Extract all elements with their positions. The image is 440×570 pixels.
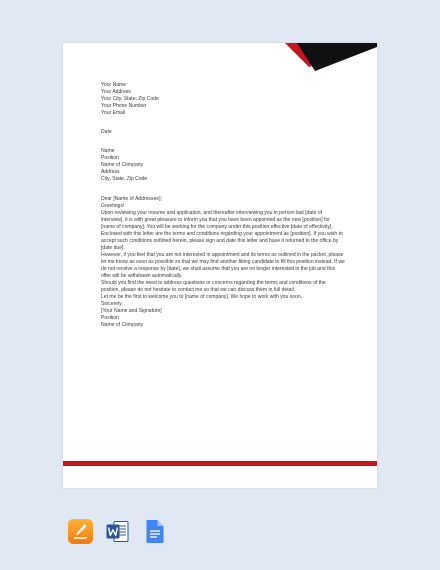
- signature-name: [Your Name and Signature]: [101, 308, 162, 315]
- body-paragraph-3: However, if you feel that you are not interested in appointment and its terms as outlined in the packet, please let me know as soon as possible so that we may find another fitting candidate to fill this position instead. If we do not receive a response by [date], we shall assume that you are no longer interested in the job and this offer will be withdrawn automatically.: [101, 251, 345, 280]
- body-paragraph-5: Let me be the first to welcome you to [name of company]. We hope to work with you soon.: [101, 294, 303, 301]
- recipient-block: [101, 148, 345, 183]
- sender-address: Your Address: [101, 89, 131, 96]
- pages-app-icon[interactable]: [68, 519, 93, 544]
- recipient-city: City, State, Zip Code: [101, 176, 148, 183]
- body-paragraph-4: Should you find the need to address questions or concerns regarding the terms and conditions of the position, please do not hesitate to contact me so that we can discuss them in full detail.: [101, 280, 326, 294]
- corner-decoration: [277, 43, 377, 73]
- letter-date: Date: [101, 129, 112, 136]
- signature-company: Name of Company: [101, 322, 144, 329]
- sender-block: [101, 82, 345, 117]
- signature-position: Position: [101, 315, 119, 322]
- sender-name: Your Name: [101, 82, 127, 88]
- word-app-icon[interactable]: [105, 519, 130, 544]
- google-docs-icon[interactable]: [142, 519, 167, 544]
- closing: Sincerely,: [101, 301, 123, 308]
- greeting: Greetings!: [101, 202, 125, 209]
- salutation: Dear [Name of Addressee];: [101, 195, 162, 202]
- letter-page: [63, 43, 377, 488]
- recipient-company: Name of Company: [101, 162, 144, 169]
- body-paragraph-1: Upon reviewing your resume and application, and thereafter interviewing you in person last [date of interview], it is with great pleasure to inform you that you have been appointed as the new [position] for [name of company]. You will be working for the company under this position effective [date of effectivity].: [101, 209, 333, 230]
- date-block: [101, 129, 345, 136]
- sender-city: Your City, State, Zip Code: [101, 96, 159, 103]
- body-paragraph-2: Enclosed with this letter are the terms and conditions regarding your appointment as [position]. If you wish to accept such conditions outlined herein, please sign and date this letter and have it returned to the office by [date due].: [101, 230, 343, 251]
- recipient-name: Name: [101, 148, 115, 155]
- format-icons: [68, 519, 167, 544]
- recipient-position: Position: [101, 155, 119, 162]
- footer-accent-bar: [63, 461, 377, 466]
- sender-phone: Your Phone Number: [101, 103, 147, 110]
- sender-email: Your Email: [101, 110, 126, 117]
- signature-block: [101, 308, 345, 329]
- letter-body: [101, 82, 345, 329]
- recipient-address: Address: [101, 169, 120, 176]
